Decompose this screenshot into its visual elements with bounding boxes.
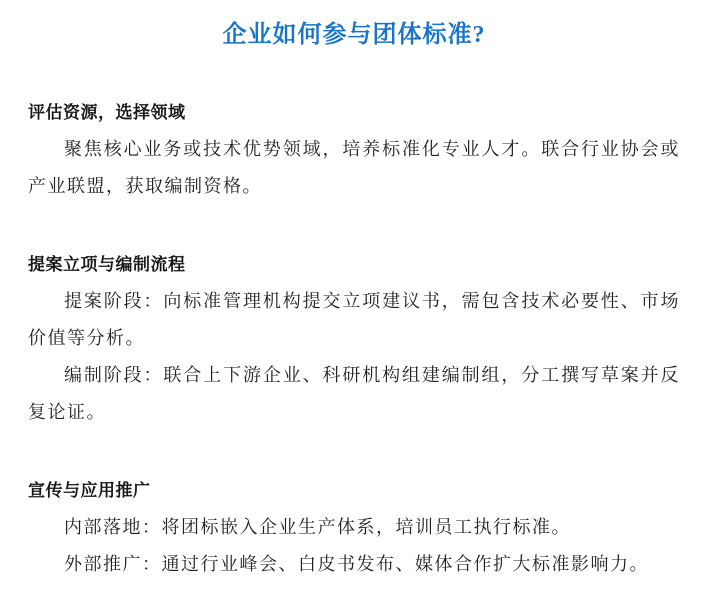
section <box>28 246 680 431</box>
section-heading: 评估资源，选择领域 <box>28 103 186 122</box>
section <box>28 472 680 583</box>
paragraph: 提案阶段：向标准管理机构提交立项建议书，需包含技术必要性、市场价值等分析。 <box>28 291 680 348</box>
paragraph: 编制阶段：联合上下游企业、科研机构组建编制组，分工撰写草案并反复论证。 <box>28 365 680 422</box>
sections-container <box>28 94 680 583</box>
paragraph: 聚焦核心业务或技术优势领域，培养标准化专业人才。联合行业协会或产业联盟，获取编制资格。 <box>28 139 680 196</box>
paragraph: 外部推广：通过行业峰会、白皮书发布、媒体合作扩大标准影响力。 <box>64 554 649 574</box>
page-title: 企业如何参与团体标准? <box>222 22 486 48</box>
section-heading: 提案立项与编制流程 <box>28 255 186 274</box>
section-heading: 宣传与应用推广 <box>28 481 151 500</box>
paragraph: 内部落地：将团标嵌入企业生产体系，培训员工执行标准。 <box>64 517 571 537</box>
section <box>28 94 680 205</box>
